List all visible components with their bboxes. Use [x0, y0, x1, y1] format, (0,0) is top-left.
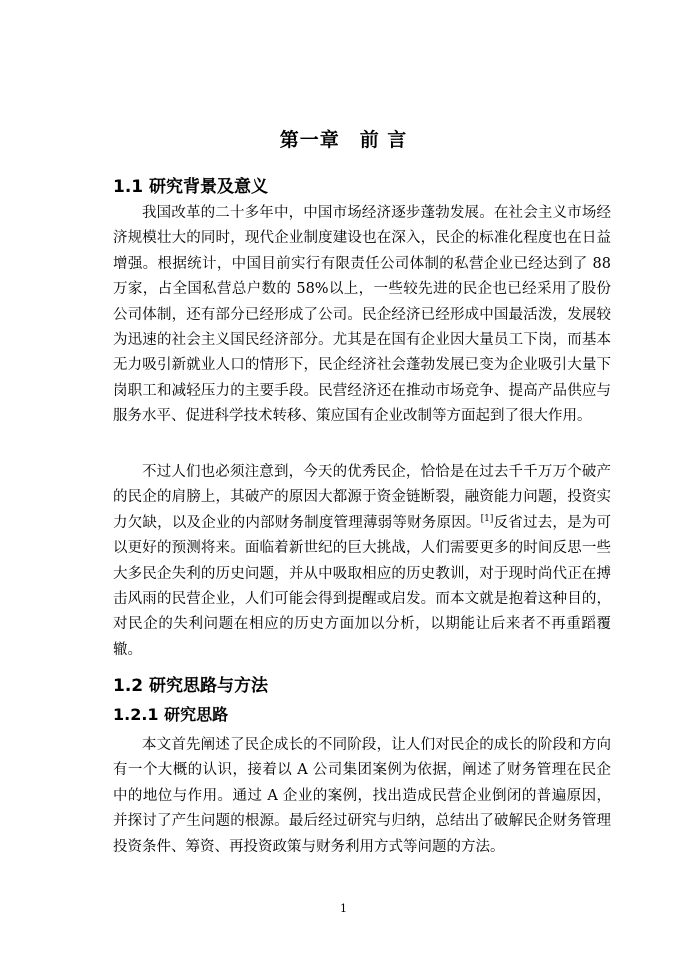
paragraph-2-text-b: 反省过去，是为可以更好的预测将来。面临着新世纪的巨大挑战，人们需要更多的时间反思一些大多民企失利的历史问题，并从中吸取相应的历史教训，对于现时尚代正在搏击风雨的民营企业，人们可能会得到提醒或启发。而本文就是抱着这种目的，对民企的失利问题在相应的历史方面加以分析，以期能让后来者不再重蹈覆辙。 [113, 514, 612, 658]
section-heading-1-2: 1.2 研究思路与方法 [113, 676, 269, 696]
paragraph-2-text-a: 不过人们也必须注意到，今天的优秀民企，恰恰是在过去千千万万个破产的民企的肩膀上，其破产的原因大都源于资金链断裂，融资能力问题，投资实力欠缺，以及企业的内部财务制度管理薄弱等财务原因。 [113, 464, 611, 531]
body-paragraph-2 [113, 460, 611, 663]
chapter-title: 第一章 前 言 [279, 129, 408, 151]
subsection-heading-1-2-1: 1.2.1 研究思路 [113, 705, 229, 724]
page-number: 1 [340, 902, 347, 915]
body-paragraph-1: 我国改革的二十多年中，中国市场经济逐步蓬勃发展。在社会主义市场经济规模壮大的同时，现代企业制度建设也在深入，民企的标准化程度也在日益增强。根据统计，中国目前实行有限责任公司体制的私营企业已经达到了 88 万家，占全国私营总户数的 58%以上，一些较先进的民企也已经采用了股份公司体制，还有部分已经形成了公司。民企经济已经形成中国最活泼，发展较为迅速的社会主义国民经济部分。尤其是在国有企业因大量员工下岗，而基本无力吸引新就业人口的情形下，民企经济社会蓬勃发展已变为企业吸引大量下岗职工和减轻压力的主要手段。民营经济还在推动市场竞争、提高产品供应与服务水平、促进科学技术转移、策应国有企业改制等方面起到了很大作用。 [113, 205, 611, 425]
citation-marker: [1] [480, 513, 494, 524]
body-paragraph-3: 本文首先阐述了民企成长的不同阶段，让人们对民企的成长的阶段和方向有一个大概的认识，接着以 A 公司集团案例为依据，阐述了财务管理在民企中的地位与作用。通过 A 企业的案例，找出造成民营企业倒闭的普遍原因，并探讨了产生问题的根源。最后经过研究与归纳，总结出了破解民企财务管理投资条件、筹资、再投资政策与财务利用方式等问题的方法。 [113, 737, 611, 855]
section-heading-1-1: 1.1 研究背景及意义 [113, 177, 269, 197]
